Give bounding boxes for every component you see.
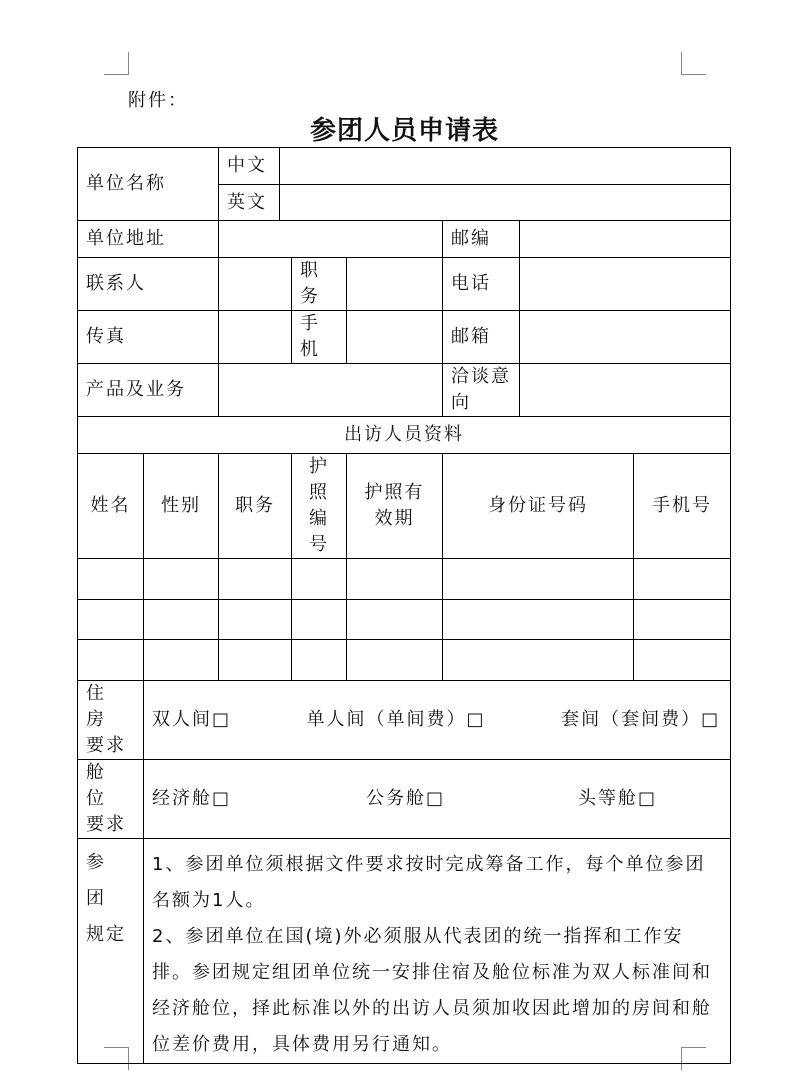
col-mobile: 手机号 [634, 454, 731, 559]
company-name-chinese-field[interactable] [280, 148, 731, 185]
address-field[interactable] [219, 221, 443, 258]
cell[interactable] [347, 600, 443, 640]
rule-1: 1、参团单位须根据文件要求按时完成筹备工作，每个单位参团名额为1人。 [152, 854, 706, 911]
housing-label-line2: 要求 [86, 735, 126, 756]
cell[interactable] [634, 559, 731, 600]
housing-option-single[interactable]: 单人间（单间费）□ [306, 709, 486, 730]
contact-label: 联系人 [78, 258, 219, 311]
cell[interactable] [219, 640, 292, 681]
address-label: 单位地址 [78, 221, 219, 258]
cell[interactable] [144, 559, 219, 600]
cell[interactable] [292, 600, 347, 640]
col-passport-validity [347, 454, 443, 559]
cell[interactable] [292, 559, 347, 600]
intent-label: 洽谈意向 [443, 364, 520, 417]
col-name: 姓名 [78, 454, 144, 559]
cell[interactable] [292, 640, 347, 681]
col-passport-number-line2: 编号 [309, 508, 329, 555]
crop-mark-top-right [681, 52, 706, 75]
col-position: 职务 [219, 454, 292, 559]
cell[interactable] [219, 559, 292, 600]
table-row [78, 600, 731, 640]
products-field[interactable] [219, 364, 443, 417]
attachment-label: 附件： [128, 90, 188, 111]
cell[interactable] [443, 559, 634, 600]
company-name-english-field[interactable] [280, 185, 731, 221]
table-row [78, 559, 731, 600]
cell[interactable] [634, 640, 731, 681]
cell[interactable] [144, 640, 219, 681]
phone-label: 电话 [443, 258, 520, 311]
visitors-section-title: 出访人员资料 [78, 417, 731, 454]
cell[interactable] [634, 600, 731, 640]
cell[interactable] [144, 600, 219, 640]
intent-field[interactable] [520, 364, 731, 417]
page-title: 参团人员申请表 [309, 116, 499, 146]
cabin-label [78, 760, 144, 839]
fax-label: 传真 [78, 311, 219, 364]
cabin-label-line2: 要求 [86, 814, 126, 835]
email-label: 邮箱 [443, 311, 520, 364]
cell[interactable] [78, 559, 144, 600]
english-label: 英文 [219, 185, 280, 221]
position-field[interactable] [347, 258, 443, 311]
rules-label-line2: 规定 [86, 924, 126, 945]
cell[interactable] [347, 559, 443, 600]
application-form [77, 147, 731, 1064]
cell[interactable] [347, 640, 443, 681]
postcode-field[interactable] [520, 221, 731, 258]
cabin-option-economy[interactable]: 经济舱□ [152, 788, 232, 809]
housing-label-line1: 住 房 [86, 683, 126, 730]
cabin-label-line1: 舱 位 [86, 762, 126, 809]
position-label: 职务 [292, 258, 347, 311]
cell[interactable] [78, 640, 144, 681]
col-passport-validity-line2: 效期 [374, 508, 415, 529]
cabin-options [144, 760, 731, 839]
table-row [78, 640, 731, 681]
col-passport-number [292, 454, 347, 559]
chinese-label: 中文 [219, 148, 280, 185]
housing-label [78, 681, 144, 760]
crop-mark-top-left [104, 52, 129, 75]
col-gender: 性别 [144, 454, 219, 559]
mobile-label: 手机 [292, 311, 347, 364]
housing-option-double[interactable]: 双人间□ [152, 709, 232, 730]
cell[interactable] [78, 600, 144, 640]
mobile-field[interactable] [347, 311, 443, 364]
col-passport-number-line1: 护照 [309, 456, 329, 503]
rules-content [144, 839, 731, 1064]
rules-label-line1: 参 团 [86, 852, 126, 909]
housing-options [144, 681, 731, 760]
contact-field[interactable] [219, 258, 292, 311]
products-label: 产品及业务 [78, 364, 219, 417]
cell[interactable] [219, 600, 292, 640]
rule-2: 2、参团单位在国(境)外必须服从代表团的统一指挥和工作安排。参团规定组团单位统一安排住宿及舱位标准为双人标准间和经济舱位，择此标准以外的出访人员须加收因此增加的房间和舱位差价费用，具体费用另行通知。 [152, 926, 712, 1055]
phone-field[interactable] [520, 258, 731, 311]
cell[interactable] [443, 640, 634, 681]
col-passport-validity-line1: 护照有 [364, 482, 425, 503]
col-id-number: 身份证号码 [443, 454, 634, 559]
cabin-option-business[interactable]: 公务舱□ [366, 788, 446, 809]
rules-label [78, 839, 144, 1064]
cell[interactable] [443, 600, 634, 640]
cabin-option-first[interactable]: 头等舱□ [578, 788, 658, 809]
fax-field[interactable] [219, 311, 292, 364]
housing-option-suite[interactable]: 套间（套间费）□ [561, 709, 721, 730]
postcode-label: 邮编 [443, 221, 520, 258]
company-name-label: 单位名称 [78, 148, 219, 221]
email-field[interactable] [520, 311, 731, 364]
